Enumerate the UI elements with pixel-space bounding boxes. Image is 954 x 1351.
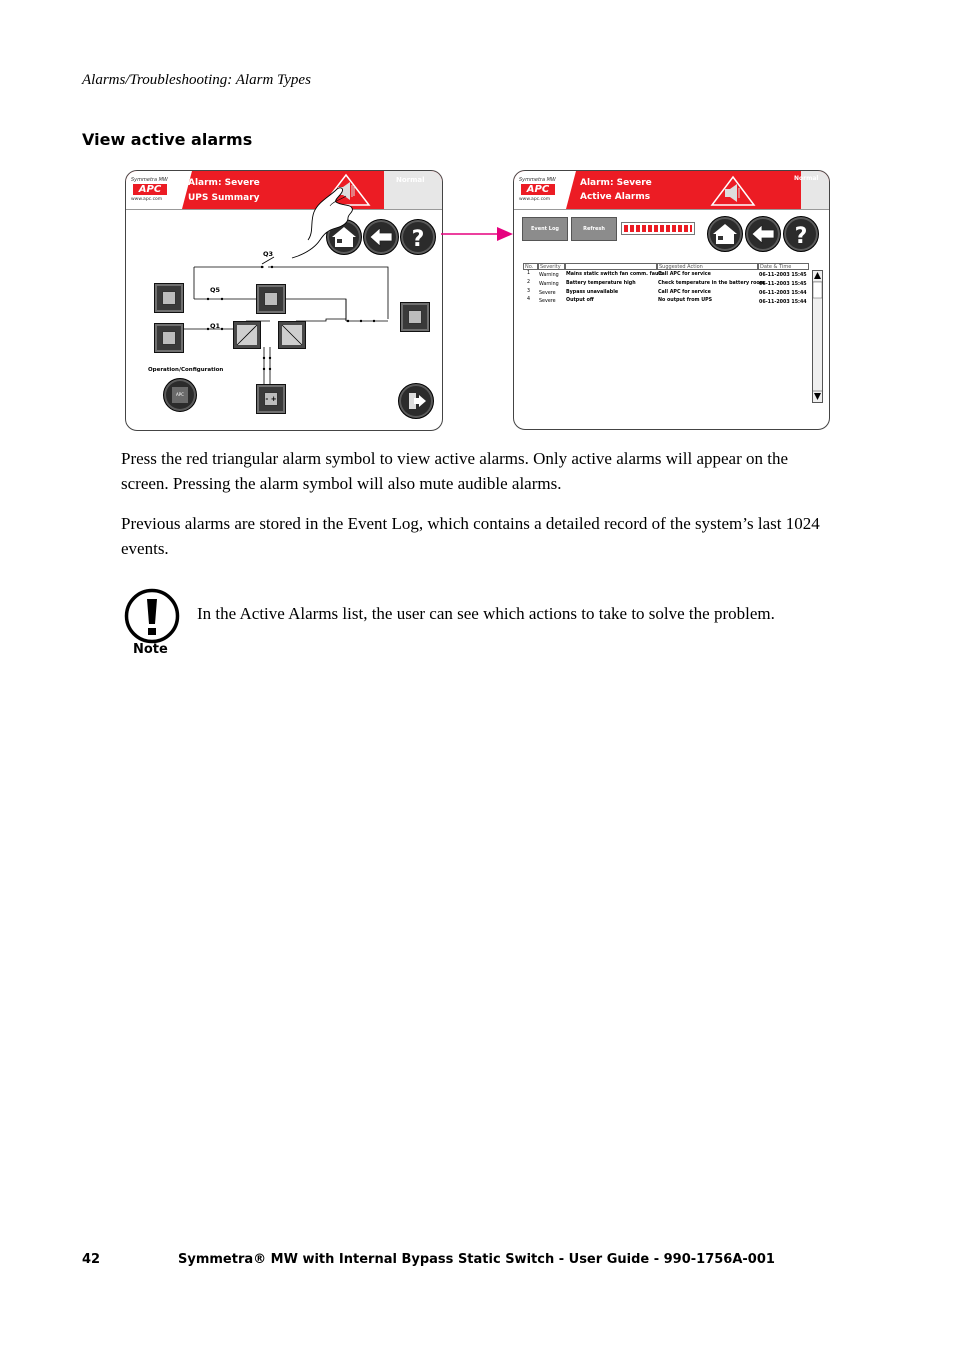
mains-input-button[interactable]: [154, 323, 184, 353]
svg-text:?: ?: [794, 224, 808, 249]
help-icon: [784, 217, 818, 251]
active-alarms-table: No. Severity Suggested Action Date & Time 1 Warning Mains static switch fan comm. fault Call APC for service 06-11-2003 15:45 2 Warning Battery temperature high Check temperature in the battery room 06-11-2003 15:45 3 Severe Bypass unavailable Call APC for service 06-11-2003 15:44 4 Severe Output off No output from UPS 06-11-2003 15:44: [523, 263, 823, 403]
footer-title: Symmetra® MW with Internal Bypass Static Switch - User Guide - 990-1756A-001: [178, 1252, 775, 1267]
note-exclamation-icon: [124, 588, 182, 646]
running-header: Alarms/Troubleshooting: Alarm Types: [82, 72, 311, 88]
page-number: 42: [82, 1252, 101, 1267]
hand-pointer-icon: [270, 182, 370, 262]
active-alarms-screen: [513, 170, 830, 430]
back-button[interactable]: [745, 216, 781, 252]
home-button[interactable]: [707, 216, 743, 252]
screen-title: Active Alarms: [580, 192, 651, 202]
operation-configuration-button[interactable]: APC: [163, 378, 197, 412]
svg-text:?: ?: [411, 227, 425, 252]
paragraph-2: Previous alarms are stored in the Event Log, which contains a detailed record of the system’s last 1024 events.: [121, 514, 820, 558]
operation-configuration-label: Operation/Configuration: [148, 367, 224, 373]
paragraph-1: Press the red triangular alarm symbol to view active alarms. Only active alarms will appear on the screen. Pressing the alarm symbol will also mute audible alarms.: [121, 449, 789, 493]
status-normal: Normal: [396, 176, 425, 184]
note-label: Note: [133, 642, 168, 657]
col-header-severity: Severity: [538, 263, 565, 270]
apc-logo: APC: [521, 184, 555, 195]
table-scrollbar[interactable]: [812, 270, 823, 403]
switch-q5-label: Q5: [210, 286, 221, 294]
section-title: View active alarms: [82, 130, 253, 149]
note-text: In the Active Alarms list, the user can see which actions to take to solve the problem.: [197, 604, 775, 623]
battery-button[interactable]: - +: [256, 384, 286, 414]
help-button[interactable]: [783, 216, 819, 252]
status-normal: Normal: [794, 175, 819, 182]
refresh-button[interactable]: Refresh: [571, 217, 617, 241]
col-header-time: Date & Time: [758, 263, 809, 270]
logo-url: www.apc.com: [131, 197, 163, 202]
static-switch-button[interactable]: [256, 284, 286, 314]
switch-q1-label: Q1: [210, 322, 221, 330]
alarm-speaker-icon[interactable]: [710, 175, 756, 207]
bypass-input-button[interactable]: [154, 283, 184, 313]
back-arrow-icon: [746, 217, 780, 251]
exit-door-icon: [399, 384, 433, 418]
col-header-no: No.: [523, 263, 538, 270]
screen-header: [514, 171, 829, 210]
apc-logo: APC: [133, 184, 167, 195]
alarm-title: Alarm: Severe: [580, 178, 652, 188]
screen-title: UPS Summary: [188, 193, 260, 203]
col-header-action: Suggested Action: [657, 263, 758, 270]
rectifier-block[interactable]: [233, 321, 261, 349]
switch-q3-label: Q3: [263, 250, 274, 258]
exit-button[interactable]: [398, 383, 434, 419]
logo-product: Symmetra MW: [519, 177, 556, 183]
navigation-arrow: [441, 226, 515, 242]
logo-url: www.apc.com: [519, 197, 551, 202]
inverter-block[interactable]: [278, 321, 306, 349]
logo-product: Symmetra MW: [131, 177, 168, 183]
output-button[interactable]: [400, 302, 430, 332]
alarm-level-bar: [621, 222, 695, 235]
col-header-alarm: [565, 263, 657, 270]
home-icon: [708, 217, 742, 251]
alarm-title: Alarm: Severe: [188, 178, 260, 188]
event-log-button[interactable]: Event Log: [522, 217, 568, 241]
